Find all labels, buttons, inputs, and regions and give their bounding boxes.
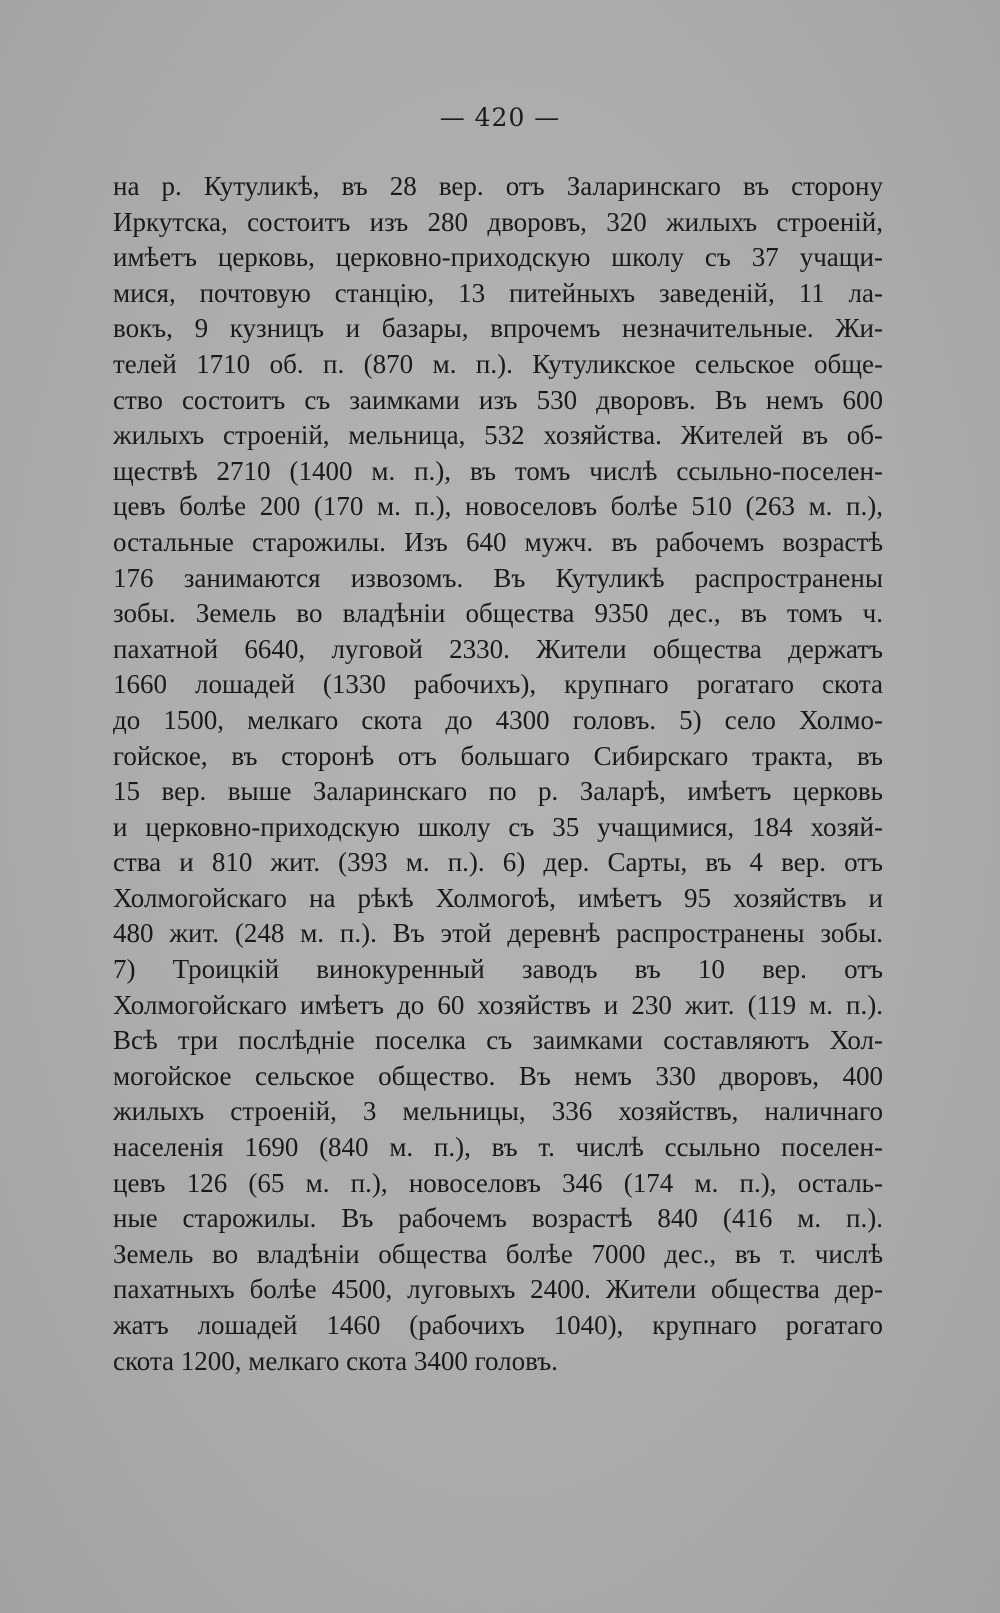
text-line: телей 1710 об. п. (870 м. п.). Кутуликское сельское обще-: [113, 348, 883, 379]
text-line: имѣетъ церковь, церковно-приходскую школу съ 37 учащи-: [113, 242, 883, 273]
page-number: — 420 —: [439, 103, 561, 132]
text-line: гойское, въ сторонѣ отъ большаго Сибирскаго тракта, въ: [113, 740, 883, 771]
text-line: Всѣ три послѣдніе поселка съ заимками составляютъ Хол-: [113, 1025, 883, 1056]
text-line: жатъ лошадей 1460 (рабочихъ 1040), крупнаго рогатаго: [113, 1310, 883, 1340]
text-line: вокъ, 9 кузницъ и базары, впрочемъ незначительные. Жи-: [113, 313, 883, 344]
text-line: могойское сельское общество. Въ немъ 330 дворовъ, 400: [113, 1060, 883, 1091]
text-line: мися, почтовую станцію, 13 питейныхъ заведеній, 11 ла-: [113, 277, 883, 308]
text-line: 7) Троицкій винокуренный заводъ въ 10 вер. отъ: [113, 954, 883, 985]
text-line: ществѣ 2710 (1400 м. п.), въ томъ числѣ ссыльно-поселен-: [113, 455, 883, 486]
text-line: Холмогойскаго на рѣкѣ Холмогоѣ, имѣетъ 95 хозяйствъ и: [113, 882, 883, 913]
text-line: пахатной 6640, луговой 2330. Жители общества держатъ: [113, 633, 883, 664]
text-line: жилыхъ строеній, 3 мельницы, 336 хозяйствъ, наличнаго: [113, 1096, 883, 1127]
text-line: остальные старожилы. Изъ 640 мужч. въ рабочемъ возрастѣ: [113, 526, 883, 557]
body-text: [113, 169, 883, 1379]
text-line-last: скота 1200, мелкаго скота 3400 головъ.: [113, 1345, 558, 1376]
text-line: ные старожилы. Въ рабочемъ возрастѣ 840 (416 м. п.).: [113, 1203, 883, 1234]
text-line: ства и 810 жит. (393 м. п.). 6) дер. Сарты, въ 4 вер. отъ: [113, 847, 883, 878]
text-line: Холмогойскаго имѣетъ до 60 хозяйствъ и 230 жит. (119 м. п.).: [113, 989, 883, 1020]
text-line: 480 жит. (248 м. п.). Въ этой деревнѣ распространены зобы.: [113, 918, 883, 949]
text-line: зобы. Земель во владѣніи общества 9350 дес., въ томъ ч.: [113, 598, 883, 629]
text-line: цевъ 126 (65 м. п.), новоселовъ 346 (174 м. п.), осталь-: [113, 1167, 883, 1198]
text-line: Земель во владѣніи общества болѣе 7000 дес., въ т. числѣ: [113, 1238, 883, 1269]
text-line: 176 занимаются извозомъ. Въ Кутуликѣ распространены: [113, 562, 883, 593]
text-line: населенія 1690 (840 м. п.), въ т. числѣ ссыльно поселен-: [113, 1132, 883, 1163]
text-line: пахатныхъ болѣе 4500, луговыхъ 2400. Жители общества дер-: [113, 1274, 883, 1305]
text-line: и церковно-приходскую школу съ 35 учащимися, 184 хозяй-: [113, 811, 883, 842]
text-line: ство состоитъ съ заимками изъ 530 дворовъ. Въ немъ 600: [113, 384, 883, 415]
text-line: цевъ болѣе 200 (170 м. п.), новоселовъ болѣе 510 (263 м. п.),: [113, 491, 883, 522]
text-line: жилыхъ строеній, мельница, 532 хозяйства. Жителей въ об-: [113, 420, 883, 451]
text-line: Иркутска, состоитъ изъ 280 дворовъ, 320 жилыхъ строеній,: [113, 206, 883, 237]
text-line: на р. Кутуликѣ, въ 28 вер. отъ Заларинскаго въ сторону: [113, 171, 883, 201]
text-line: 1660 лошадей (1330 рабочихъ), крупнаго рогатаго скота: [113, 669, 883, 700]
text-line: до 1500, мелкаго скота до 4300 головъ. 5) село Холмо-: [113, 704, 883, 735]
text-line: 15 вер. выше Заларинскаго по р. Заларѣ, имѣетъ церковь: [113, 776, 883, 807]
